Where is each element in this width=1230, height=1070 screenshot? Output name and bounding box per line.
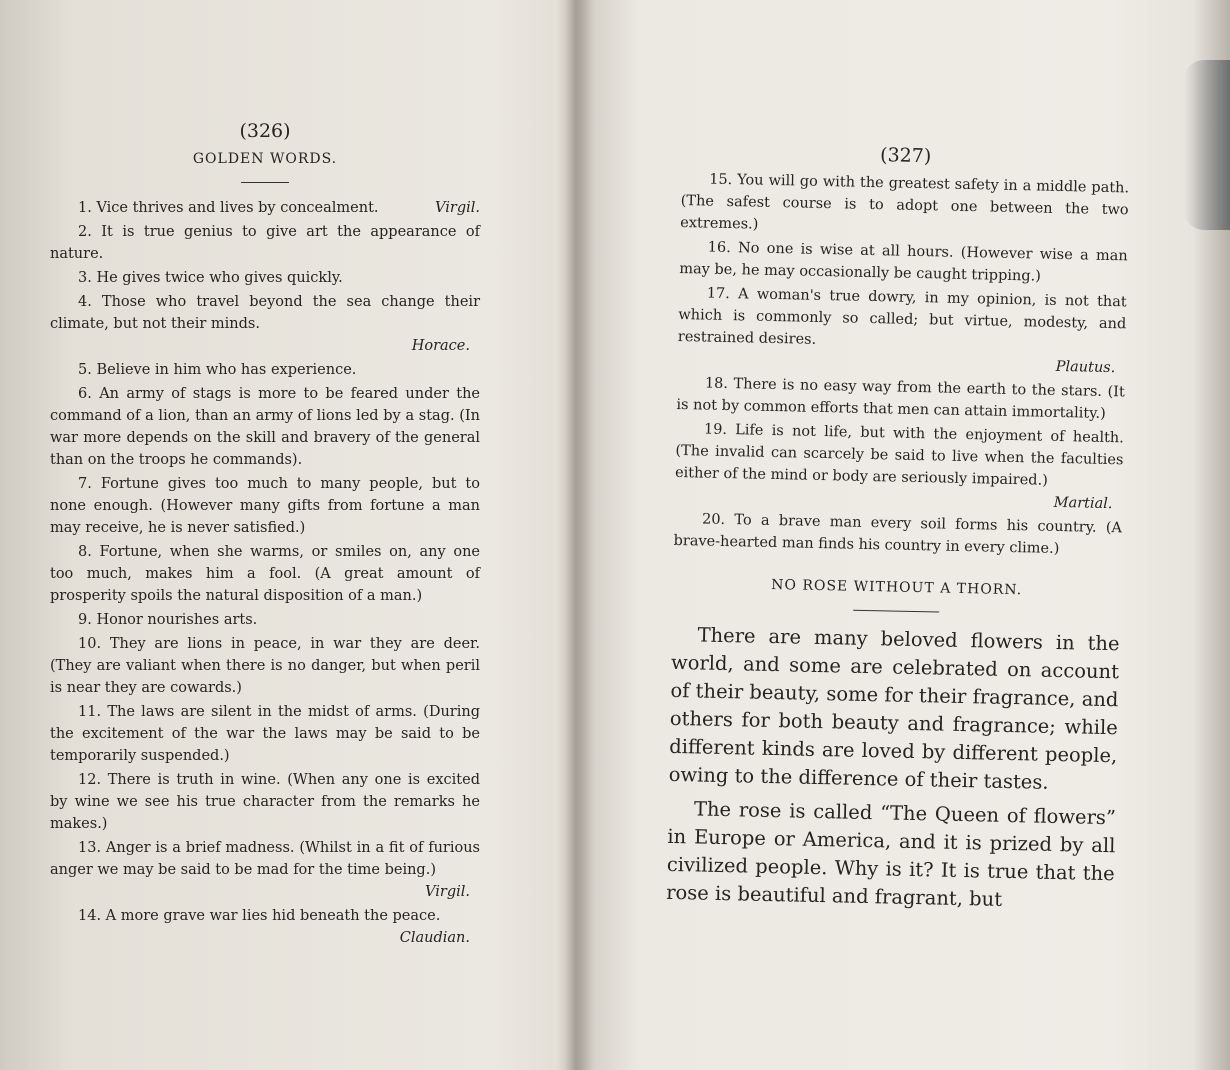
list-item: 6. An army of stags is more to be feared under the command of a lion, than an army of lions led by a stag. (In war more depends on the skill and bravery of the general than on the troops he commands). — [50, 386, 480, 468]
page-number: (326) — [239, 120, 291, 142]
list-item: 8. Fortune, when she warms, or smiles on, any one too much, makes him a fool. (A great amount of prosperity spoils the natural disposition of a man.) — [50, 544, 480, 604]
author-attribution: Martial. — [1053, 494, 1113, 513]
list-item: 10. They are lions in peace, in war they are deer. (They are valiant when there is no danger, but when peril is near they are cowards.) — [50, 636, 480, 696]
list-item: 2. It is true genius to give art the appearance of nature. — [50, 224, 480, 262]
right-page — [666, 140, 1130, 922]
list-item: 15. You will go with the greatest safety in a middle path. (The safest course is to adopt one between the two extremes.) — [680, 171, 1130, 233]
section-heading: NO ROSE WITHOUT A THORN. — [771, 576, 1023, 599]
left-page — [50, 120, 480, 951]
list-item: 19. Life is not life, but with the enjoyment of health. (The invalid can scarcely be said to live when the faculties either of the mind or body are seriously impaired.) — [674, 421, 1125, 489]
list-item: 5. Believe in him who has experience. — [78, 362, 357, 378]
heading-rule — [241, 182, 289, 183]
list-item: 4. Those who travel beyond the sea change their climate, but not their minds. — [50, 294, 480, 332]
list-item: 12. There is truth in wine. (When any one is excited by wine we see his true character from the remarks he makes.) — [50, 772, 480, 832]
section-heading: GOLDEN WORDS. — [192, 151, 338, 167]
author-attribution: Claudian. — [399, 930, 470, 946]
list-item: 3. He gives twice who gives quickly. — [78, 270, 343, 286]
author-attribution: Virgil. — [435, 200, 480, 216]
page-edge-shadow — [1184, 60, 1230, 230]
list-item: 7. Fortune gives too much to many people, but to none enough. (However many gifts from fortune a man may receive, he is never satisfied.) — [50, 476, 480, 536]
list-item: 11. The laws are silent in the midst of arms. (During the excitement of the war the laws may be said to be temporarily suspended.) — [50, 704, 480, 764]
body-paragraph: The rose is called “The Queen of flowers” in Europe or America, and it is prized by all civilized people. Why is it? It is true that the rose is beautiful and fragrant, but — [666, 797, 1117, 911]
list-item: 18. There is no easy way from the earth to the stars. (It is not by common efforts that men can attain immortality.) — [676, 375, 1125, 422]
heading-rule — [853, 610, 939, 613]
book-gutter — [558, 0, 598, 1070]
body-paragraph: There are many beloved flowers in the world, and some are celebrated on account of their beauty, some for their fragrance, and others for both beauty and fragrance; while different kinds are loved by different people, owing to the difference of their tastes. — [668, 623, 1120, 794]
list-item: 20. To a brave man every soil forms his country. (A brave-hearted man finds his country in every clime.) — [673, 511, 1123, 557]
list-item: 14. A more grave war lies hid beneath the peace. — [78, 908, 441, 924]
author-attribution: Horace. — [411, 338, 470, 354]
list-item: 16. No one is wise at all hours. (However wise a man may be, he may occasionally be caught tripping.) — [679, 239, 1128, 285]
author-attribution: Virgil. — [425, 884, 470, 900]
list-item: 9. Honor nourishes arts. — [78, 612, 258, 628]
list-item: 13. Anger is a brief madness. (Whilst in a fit of furious anger we may be said to be mad for the time being.) — [50, 840, 480, 878]
page-number: (327) — [879, 144, 932, 168]
list-item: 1. Vice thrives and lives by concealment. Virgil. — [50, 197, 480, 219]
author-attribution: Plautus. — [1055, 358, 1116, 377]
list-item: 17. A woman's true dowry, in my opinion, is not that which is commonly so called; but virtue, modesty, and restrained desires. — [677, 285, 1127, 348]
